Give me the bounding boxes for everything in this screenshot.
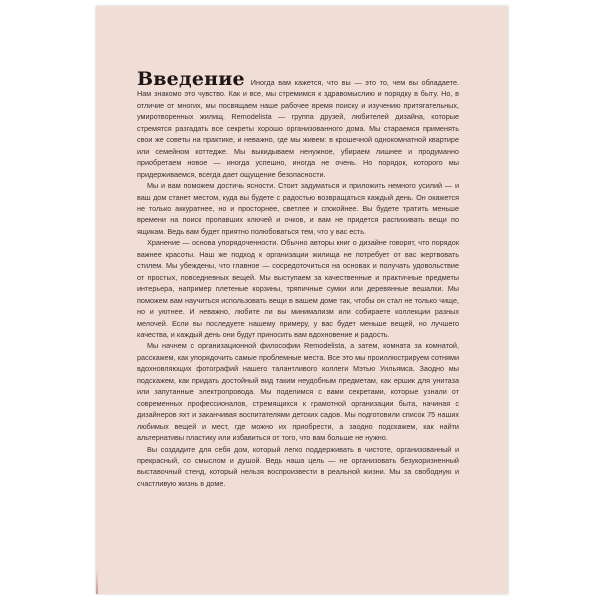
paragraph-4: Мы начнем с организационной философии Remodelista, а затем, комната за комнатой, расскажем, как упорядочить самые проблемные места. Все это мы проиллюстрируем сотнями вдохновляющих фотографий нашего талантливого коллеги Мэтью Уильямса. Заодно мы подскажем, как придать достойный вид таким неудобным предметам, как ершик для унитаза или запутанные электропровода. Мы поделимся с вами секретами, которые узнали от современных профессионалов, стремящихся к грамотной организации быта, начиная с дизайнеров яхт и заканчивая воспитателями детских садов. Мы подготовили список 75 наших любимых вещей и мест, где можно их приобрести, а заодно подскажем, как найти альтернативы пластику или избавиться от того, что вам больше не нужно. — [137, 341, 459, 443]
paragraph-2: Мы и вам поможем достичь ясности. Стоит задуматься и приложить немного усилий — и ваш дом станет местом, куда вы будете с радостью возвращаться каждый день. Он окажется не только аккуратнее, но и просторнее, светлее и спокойнее. Вы будете тратить меньше времени на поиск пропавших ключей и очков, и вам не придется распихивать вещи по ящикам. Ведь вам будет приятно полюбоваться тем, что у вас есть. — [137, 181, 459, 236]
paragraph-1 — [137, 70, 459, 180]
paragraph-3: Хранение — основа упорядоченности. Обычно авторы книг о дизайне говорят, что порядок важнее красоты. Наш же подход к организации жилища не потребует от вас жертвовать стилем. Мы убеждены, что главное — сосредоточиться на основах и получать удовольствие от простых, повседневных вещей. Мы выступаем за качественные и практичные предметы интерьера, например плетеные корзины, тряпичные сумки или деревянные вешалки. Мы поможем вам научиться использовать вещи в вашем доме так, чтобы он стал не только чище, но и уютнее. И неважно, любите ли вы минимализм или собираете коллекции разных мелочей. Если вы последуете нашему примеру, у вас будет меньше вещей, но лучшего качества, и каждый день они будут приносить вам вдохновение и радость. — [137, 238, 459, 339]
page-fold — [96, 570, 98, 594]
paragraph-5: Вы создадите для себя дом, который легко поддерживать в чистоте, организованный и прекрасный, со смыслом и душой. Ведь наша цель — не организовать безукоризненный выставочный стенд, который нельзя воспроизвести в реальной жизни. Мы за свободную и счастливую жизнь в доме. — [137, 444, 459, 488]
page-title: Введение — [137, 68, 245, 90]
paragraph-1-text: Иногда вам кажется, что вы — это то, чем вы обладаете. Нам знакомо это чувство. Как и все, мы стремимся к здравомыслию и порядку в быту. Но, в отличие от многих, мы посвящаем наше рабочее время поиску и изучению притягательных, умиротворенных жилищ. Remodelista — группа друзей, любителей дизайна, которые стремятся разгадать все секреты хорошо организованного дома. Мы стараемся применять свои же советы на практике, и неважно, где мы живем: в крошечной однокомнатной квартире или семейном коттедже. Мы выкидываем ненужное, убираем лишнее и продуманно приобретаем новое — иногда успешно, иногда не очень. Но порядок, которого мы придерживаемся, всегда дает ощущение безопасности. — [137, 78, 459, 179]
book-page — [96, 6, 508, 594]
page-text — [137, 70, 459, 489]
